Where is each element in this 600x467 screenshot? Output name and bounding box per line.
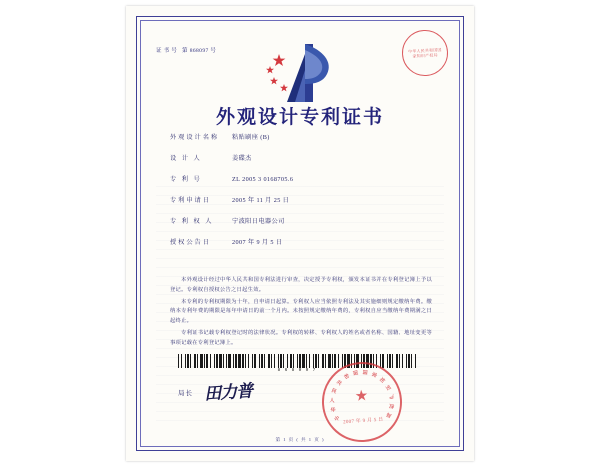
page-title: 外观设计专利证书 — [215, 107, 384, 128]
official-seal-date: 2007 年 9 月 5 日 — [343, 417, 384, 426]
top-right-seal-text: 中华人民共和国国家知识产权局 — [407, 47, 442, 59]
field-value: 2005 年 11 月 25 日 — [232, 196, 290, 204]
field-row — [170, 155, 432, 162]
certificate-body — [170, 276, 432, 351]
official-seal — [319, 359, 404, 444]
certificate-serial-value: 第 868097 号 — [182, 48, 217, 54]
patent-emblem-icon — [126, 38, 474, 104]
director-signature: 田力普 — [203, 381, 253, 404]
page-footer: 第 1 页 ( 共 1 页 ) — [275, 437, 325, 442]
certificate-serial-label: 证 书 号 — [156, 48, 178, 54]
field-label: 设 计 人 — [170, 154, 202, 162]
body-paragraph: 本专利的专利权期限为十年，自申请日起算。专利权人应当依照专利法及其实施细则规定缴纳年费。缴纳本专利年费的期限是每年申请日的前一个月内。未按照规定缴纳年费的，专利权自应当缴纳年费期满之日起终止。 — [170, 298, 432, 325]
field-row — [170, 176, 432, 183]
field-value: 宁波阳日电器公司 — [232, 217, 285, 225]
field-label: 外观设计名称 — [170, 134, 220, 141]
certificate-fields — [170, 134, 432, 260]
star-icon: ★ — [354, 388, 369, 406]
certificate-sheet — [126, 6, 474, 461]
field-label: 专 利 号 — [170, 175, 202, 183]
field-label: 专利申请日 — [170, 196, 211, 204]
field-row — [170, 218, 432, 225]
field-label: 授权公告日 — [170, 238, 211, 246]
field-row — [170, 134, 432, 141]
field-row — [170, 239, 432, 246]
field-value: 姜碟杰 — [232, 154, 252, 162]
director-label: 局长 — [178, 390, 193, 397]
body-paragraph: 本外观设计经过中华人民共和国专利法进行审查，决定授予专利权，颁发本证书并在专利登记簿上予以登记。专利权自授权公告之日起生效。 — [170, 277, 432, 293]
body-paragraph: 专利证书记载专利权登记时的法律状况。专利权的转移、专利权人的姓名或者名称、国籍、地址变更等事项记载在专利登记簿上。 — [170, 329, 432, 346]
field-value: 2007 年 9 月 5 日 — [232, 238, 283, 246]
field-label: 专 利 权 人 — [170, 217, 214, 225]
barcode-number: 8 6 8 0 9 7 — [277, 369, 317, 373]
field-row — [170, 197, 432, 204]
official-seal-ring-text: 中 华 人 民 共 和 国 国 家 知 识 产 权 局 — [329, 369, 395, 424]
field-value: ZL 2005 3 0168705.6 — [232, 175, 294, 183]
field-value: 粘贴刷座 (B) — [232, 134, 270, 141]
